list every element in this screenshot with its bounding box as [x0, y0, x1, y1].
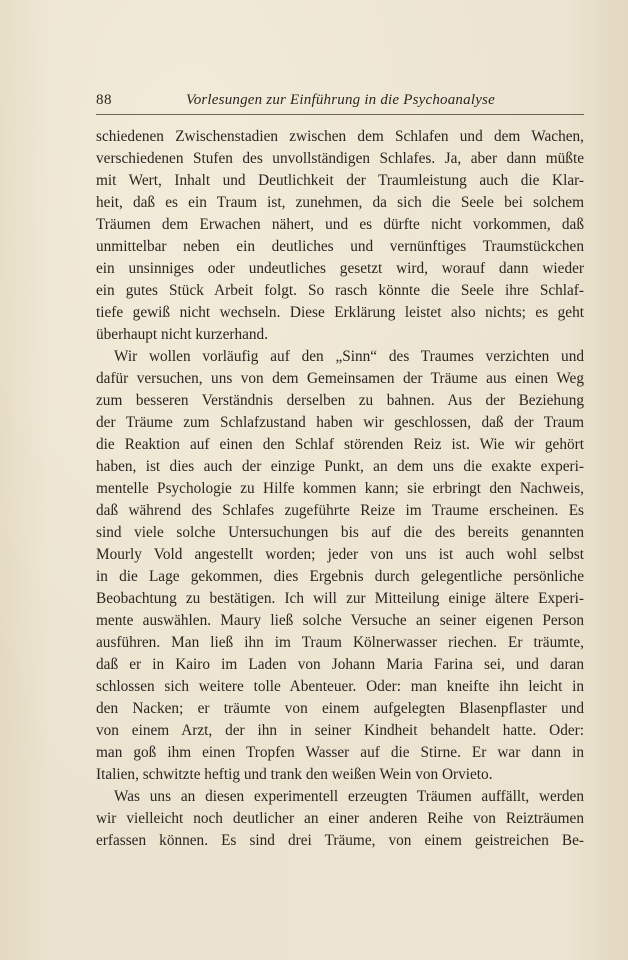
text-line: tiefe gewiß nicht wechseln. Diese Erklärung leistet also nichts; es geht — [96, 304, 584, 321]
text-line: ausführen. Man ließ ihn im Traum Kölnerwasser riechen. Er träumte, — [96, 634, 584, 651]
text-line: mentelle Psychologie zu Hilfe kommen kann; sie erbringt den Nachweis, — [96, 480, 584, 497]
text-line: Wir wollen vorläufig auf den „Sinn“ des Traumes verzichten und — [114, 348, 584, 365]
text-line: unmittelbar neben ein deutliches und vernünftiges Traumstückchen — [96, 238, 584, 255]
text-line: dafür versuchen, uns von dem Gemeinsamen der Träume aus einen Weg — [96, 370, 584, 387]
body-text — [96, 126, 584, 852]
text-line: daß er in Kairo im Laden von Johann Maria Farina sei, und daran — [96, 656, 584, 673]
text-line: schiedenen Zwischenstadien zwischen dem Schlafen und dem Wachen, — [96, 128, 584, 145]
text-line: Mourly Vold angestellt worden; jeder von uns ist auch wohl selbst — [96, 546, 584, 563]
page-number: 88 — [96, 92, 112, 108]
text-line: Träumen dem Erwachen nähert, und es dürfte nicht vorkommen, daß — [96, 216, 584, 233]
page-header — [96, 92, 516, 114]
text-line: mente auswählen. Maury ließ solche Versuche an seiner eigenen Person — [96, 612, 584, 629]
text-line: ein gutes Stück Arbeit folgt. So rasch könnte die Seele ihre Schlaf- — [96, 282, 584, 299]
text-line: den Nacken; er träumte von einem aufgelegten Blasenpflaster und — [96, 700, 584, 717]
text-line: schlossen sich weitere tolle Abenteuer. Oder: man kneifte ihn leicht in — [96, 678, 584, 695]
text-line: Beobachtung zu bestätigen. Ich will zur Mitteilung einige ältere Experi- — [96, 590, 584, 607]
text-line: erfassen können. Es sind drei Träume, von einem geistreichen Be- — [96, 832, 584, 849]
text-line: von einem Arzt, der ihn in seiner Kindheit behandelt hatte. Oder: — [96, 722, 584, 739]
text-line: Was uns an diesen experimentell erzeugten Träumen auffällt, werden — [114, 788, 584, 805]
text-line: haben, ist dies auch der einzige Punkt, an dem uns die exakte experi- — [96, 458, 584, 475]
text-line: man goß ihm einen Tropfen Wasser auf die Stirne. Er war dann in — [96, 744, 584, 761]
text-line: daß während des Schlafes zugeführte Reize im Traume erscheinen. Es — [96, 502, 584, 519]
text-line: in die Lage gekommen, dies Ergebnis durch gelegentliche persönliche — [96, 568, 584, 585]
text-line: heit, daß es ein Traum ist, zunehmen, da sich die Seele bei solchem — [96, 194, 584, 211]
text-line: verschiedenen Stufen des unvollständigen Schlafes. Ja, aber dann müßte — [96, 150, 584, 167]
text-line: Italien, schwitzte heftig und trank den weißen Wein von Orvieto. — [96, 766, 493, 783]
header-rule — [96, 114, 584, 115]
text-line: zum besseren Verständnis derselben zu bahnen. Aus der Beziehung — [96, 392, 584, 409]
text-line: wir vielleicht noch deutlicher an einer anderen Reihe von Reizträumen — [96, 810, 584, 827]
text-line: die Reaktion auf einen den Schlaf störenden Reiz ist. Wie wir gehört — [96, 436, 584, 453]
text-line: überhaupt nicht kurzerhand. — [96, 326, 269, 343]
text-line: ein unsinniges oder undeutliches gesetzt wird, worauf dann wieder — [96, 260, 584, 277]
text-line: mit Wert, Inhalt und Deutlichkeit der Traumleistung auch die Klar- — [96, 172, 584, 189]
text-line: sind viele solche Untersuchungen bis auf die des bereits genannten — [96, 524, 584, 541]
running-title: Vorlesungen zur Einführung in die Psychoanalyse — [186, 92, 495, 108]
text-line: der Träume zum Schlafzustand haben wir geschlossen, daß der Traum — [96, 414, 584, 431]
